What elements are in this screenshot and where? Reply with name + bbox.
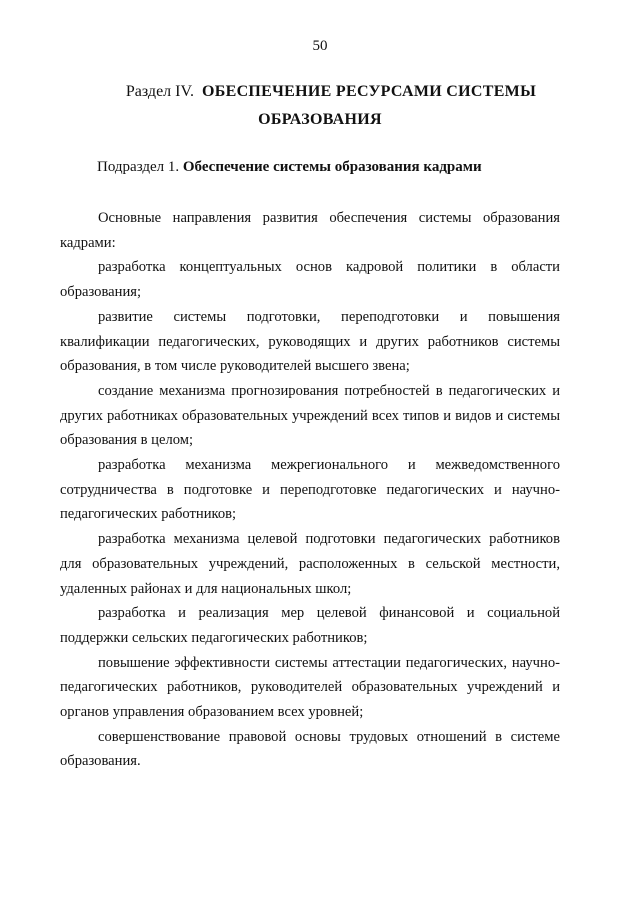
- list-item: создание механизма прогнозирования потребностей в педагогических и других работниках образовательных учреждений всех типов и видов и системы образования в целом;: [60, 382, 560, 449]
- subsection-title-text: Обеспечение системы образования кадрами: [182, 159, 482, 175]
- list-item: разработка и реализация мер целевой финансовой и социальной поддержки сельских педагогических работников;: [60, 605, 560, 646]
- list-item: разработка механизма целевой подготовки педагогических работников для образовательных учреждений, расположенных в сельской местности, удаленных районах и для национальных школ;: [60, 531, 560, 597]
- list-item: развитие системы подготовки, переподготовки и повышения квалификации педагогических, руководящих и других работников системы образования, в том числе руководителей высшего звена;: [60, 308, 560, 375]
- section-prefix: Раздел IV.: [125, 83, 194, 100]
- list-item: разработка концептуальных основ кадровой политики в области образования;: [60, 259, 560, 301]
- list-item: разработка механизма межрегионального и межведомственного сотрудничества в подготовке и переподготовке педагогических и научно-педагогических работников;: [60, 457, 560, 523]
- page-number: 50: [312, 38, 328, 54]
- body-text: [60, 206, 560, 774]
- subsection-title: [97, 159, 482, 176]
- section-title-line2: ОБРАЗОВАНИЯ: [258, 111, 382, 128]
- list-item: повышение эффективности системы аттестации педагогических, научно-педагогических работников, руководителей образовательных учреждений и органов управления образованием всех уровней;: [60, 654, 560, 721]
- section-title: [0, 78, 640, 134]
- list-item: совершенствование правовой основы трудовых отношений в системе образования.: [60, 728, 560, 770]
- section-title-text: ОБЕСПЕЧЕНИЕ РЕСУРСАМИ СИСТЕМЫ: [201, 83, 537, 100]
- paragraph-intro: Основные направления развития обеспечения системы образования кадрами:: [60, 210, 560, 251]
- subsection-prefix: Подраздел 1.: [97, 159, 180, 175]
- section-title-line1: [0, 78, 640, 106]
